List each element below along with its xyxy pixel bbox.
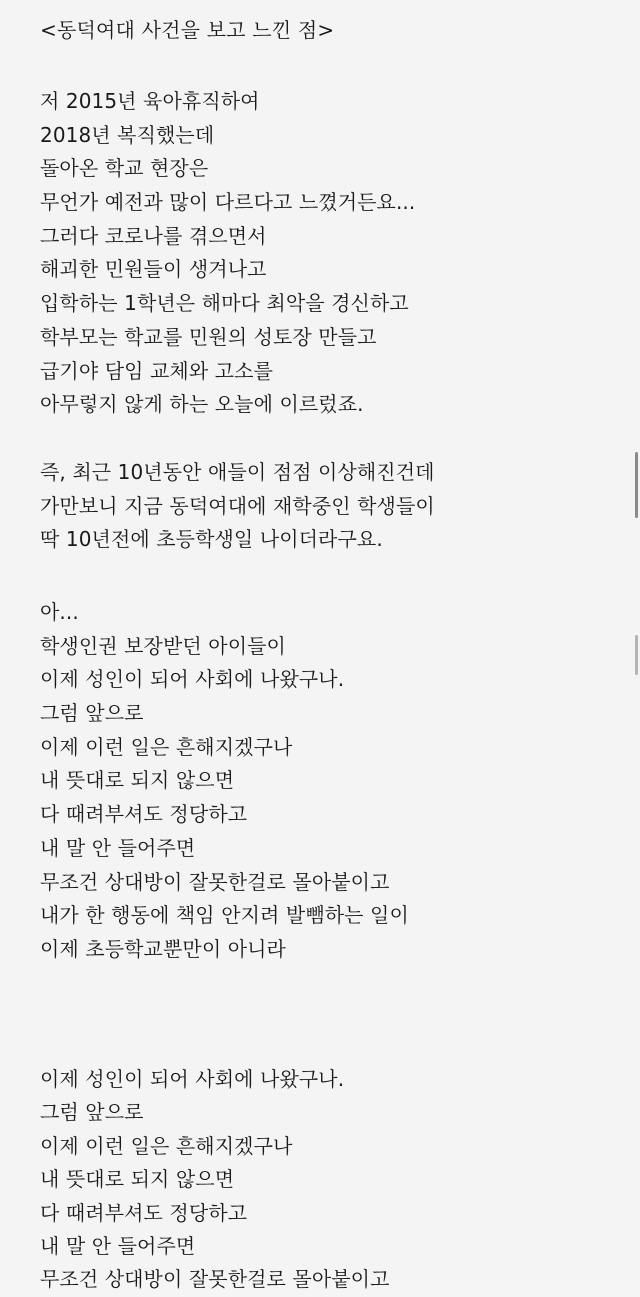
text-line: 내가 한 행동에 책임 안지려 발뺌하는 일이 — [40, 903, 409, 928]
scrollbar-thumb[interactable] — [635, 452, 638, 518]
text-line: 가만보니 지금 동덕여대에 재학중인 학생들이 — [40, 493, 435, 518]
text-line: 그러다 코로나를 겪으면서 — [40, 223, 267, 248]
text-line: 학생인권 보장받던 아이들이 — [40, 633, 286, 658]
text-line: 아무렇지 않게 하는 오늘에 이르렀죠. — [40, 392, 364, 417]
paragraph-2 — [40, 456, 435, 557]
text-line: 딱 10년전에 초등학생일 나이더라구요. — [40, 527, 383, 552]
text-line: 이제 성인이 되어 사회에 나왔구나. — [40, 1067, 345, 1091]
text-line: 이제 이런 일은 흔해지겠구나 — [40, 1133, 293, 1158]
page-title: <동덕여대 사건을 보고 느낀 점> — [40, 18, 335, 42]
text-line: 내 말 안 들어주면 — [40, 835, 196, 860]
text-line: 그럼 앞으로 — [40, 1100, 144, 1125]
text-line: 2018년 복직했는데 — [40, 122, 215, 147]
paragraph-3 — [40, 596, 409, 967]
text-line: 무언가 예전과 많이 다르다고 느꼈거든요... — [40, 190, 416, 215]
text-line: 돌아온 학교 현장은 — [40, 156, 209, 181]
paragraph-4 — [40, 1063, 390, 1297]
text-line: 이제 이런 일은 흔해지겠구나 — [40, 734, 293, 759]
paragraph-1 — [40, 85, 415, 422]
text-line: 내 뜻대로 되지 않으면 — [40, 768, 235, 793]
text-line: 입학하는 1학년은 해마다 최악을 경신하고 — [40, 291, 409, 316]
text-line: 그럼 앞으로 — [40, 701, 144, 726]
scrollbar-thumb-secondary[interactable] — [635, 635, 638, 675]
text-line: 무조건 상대방이 잘못한걸로 몰아붙이고 — [40, 1267, 390, 1292]
text-line: 저 2015년 육아휴직하여 — [40, 89, 260, 113]
text-line: 무조건 상대방이 잘못한걸로 몰아붙이고 — [40, 869, 390, 894]
text-line: 급기야 담임 교체와 고소를 — [40, 358, 273, 383]
text-line: 즉, 최근 10년동안 애들이 점점 이상해진건데 — [40, 460, 435, 484]
text-line: 학부모는 학교를 민원의 성토장 만들고 — [40, 324, 377, 349]
text-line: 해괴한 민원들이 생겨나고 — [40, 257, 267, 282]
text-line: 다 때려부셔도 정당하고 — [40, 1200, 248, 1225]
text-line: 이제 성인이 되어 사회에 나왔구나. — [40, 667, 345, 692]
text-line: 이제 초등학교뿐만이 아니라 — [40, 936, 286, 961]
text-line: 내 말 안 들어주면 — [40, 1233, 196, 1258]
text-line: 아... — [40, 600, 79, 624]
text-line: 다 때려부셔도 정당하고 — [40, 802, 248, 827]
text-line: 내 뜻대로 되지 않으면 — [40, 1167, 235, 1192]
